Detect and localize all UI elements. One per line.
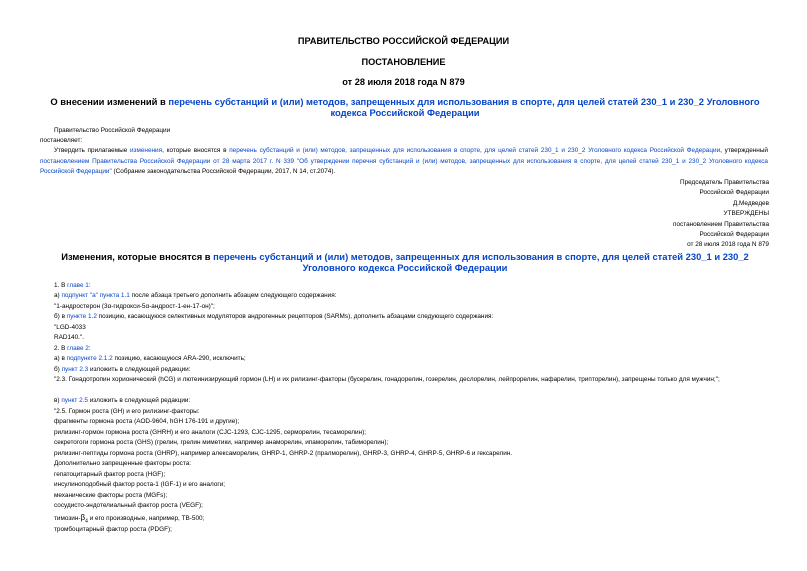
factor-line-2: рилизинг-гормон гормона роста (GHRH) и его аналоги (CJC-1293, CJC-1295, серморелин, тесаморелин); xyxy=(54,429,367,436)
signature-line-2: Российской Федерации xyxy=(699,189,769,197)
factor-line-1: фрагменты гормона роста (AOD-9604, hGH 176-191 и другие); xyxy=(54,418,240,425)
changes-link[interactable]: изменения xyxy=(129,147,163,154)
item-2c-text: изложить в следующей редакции: xyxy=(87,397,191,404)
item-2b xyxy=(54,365,191,376)
item-2-suffix: : xyxy=(88,345,91,352)
factor-line-5: Дополнительно запрещенные факторы роста: xyxy=(54,460,192,467)
factor-line-3: секретогоги гормона роста (GHS) (грелин, грелин миметики, например анаморелин, ипаморелин, табиморелин); xyxy=(54,439,389,446)
subpoint-a-link[interactable]: подпункт "а" пункта 1.1 xyxy=(61,292,130,299)
signature-block xyxy=(569,178,769,251)
resolution-title xyxy=(40,96,770,118)
factor-line-8: механические факторы роста (MGFs); xyxy=(54,492,168,499)
chapter-1-link[interactable]: главе 1 xyxy=(67,282,89,289)
factor-line-9: сосудисто-эндотелиальный фактор роста (VEGF); xyxy=(54,502,203,509)
resolution-heading: ПОСТАНОВЛЕНИЕ xyxy=(361,57,446,67)
item-1a-text: после абзаца третьего дополнить абзацем следующего содержания: xyxy=(129,292,337,299)
preamble-paragraph xyxy=(40,146,768,178)
preamble-text-b: , которые вносятся в xyxy=(162,147,230,154)
point-1-2-link[interactable]: пункте 1.2 xyxy=(66,313,97,320)
preamble-text-d: (Собрание законодательства Российской Федерации, 2017, N 14, ст.2074). xyxy=(111,168,336,175)
resolution-date: от 28 июля 2018 года N 879 xyxy=(342,77,465,87)
preamble-line-2: постановляет: xyxy=(40,137,83,144)
factor-line-4: рилизинг-пептиды гормона роста (GHRP), например алексаморелин, GHRP-1, GHRP-2 (пралморелин), GHRP-3, GHRP-4, GHRP-5, GHRP-6 и гексарелин. xyxy=(54,450,513,457)
item-2a-text: позицию, касающуюся ARA-290, исключить; xyxy=(112,355,246,362)
thymosin-suffix: и его производные, например, TB-500; xyxy=(87,515,205,522)
changes-title-prefix: Изменения, которые вносятся в xyxy=(61,251,214,262)
item-1a-prefix: а) xyxy=(54,292,62,299)
factor-line-11: тромбоцитарный фактор роста (PDGF); xyxy=(54,526,172,533)
approved-by-line: постановлением Правительства xyxy=(673,220,769,228)
factor-line-7: инсулиноподобный фактор роста-1 (IGF-1) и его аналоги; xyxy=(54,481,226,488)
list-link[interactable]: перечень субстанций и (или) методов, запрещенных для использования в спорте, для целей статей 230_1 и 230_2 Уголовного кодекса Российской Федерации xyxy=(229,147,721,154)
item-1 xyxy=(54,281,91,292)
item-1b-text: позицию, касающуюся селективных модуляторов андрогенных рецепторов (SARMs), дополнить абзацами следующего содержания: xyxy=(96,313,494,320)
item-1-suffix: : xyxy=(88,282,91,289)
factor-line-6: гепатоцитарный фактор роста (HGF); xyxy=(54,471,166,478)
item-1a xyxy=(54,291,336,302)
preamble-text-c: , утвержденный xyxy=(720,147,768,154)
approved-by-line-2: Российской Федерации xyxy=(699,231,769,239)
item-2c xyxy=(54,396,190,407)
lgd-line: "LGD-4033 xyxy=(54,324,86,331)
item-2 xyxy=(54,344,91,355)
point-2-3-text: "2.3. Гонадотропин хорионический (hCG) и лютеинизирующий гормон (LH) и их рилизинг-факторы (бусерелин, гонадорелин, гозерелин, деслорелин, лейпрорелин, нафарелин, трипторелин), запрещены только для мужчин;"; xyxy=(54,376,720,383)
item-1b xyxy=(54,312,493,323)
rad-line: RAD140.". xyxy=(54,334,84,341)
preamble-text-a: Утвердить прилагаемые xyxy=(54,147,130,154)
item-2c-prefix: в) xyxy=(54,397,62,404)
title-link[interactable]: перечень субстанций и (или) методов, запрещенных для использования в спорте, для целей статей 230_1 и 230_2 Уголовного кодекса Российской Федерации xyxy=(168,96,760,118)
item-2a xyxy=(54,354,246,365)
approved-line: УТВЕРЖДЕНЫ xyxy=(723,210,769,218)
chapter-2-link[interactable]: главе 2 xyxy=(67,345,89,352)
item-2b-prefix: б) xyxy=(54,366,62,373)
signature-line-1: Председатель Правительства xyxy=(680,179,769,186)
changes-title xyxy=(40,251,770,273)
point-2-5-link[interactable]: пункт 2.5 xyxy=(61,397,88,404)
thymosin-prefix: тимозин- xyxy=(54,515,81,522)
approved-date-line: от 28 июля 2018 года N 879 xyxy=(687,241,769,249)
beta-symbol: β xyxy=(80,513,86,522)
point-2-5-heading: "2.5. Гормон роста (GH) и его рилизинг-факторы: xyxy=(54,408,200,415)
beta-subscript: 4 xyxy=(85,518,88,525)
androsterone-line: "1-андростерон (3α-гидрокси-5α-андрост-1-ен-17-он)"; xyxy=(54,303,215,310)
subpoint-2-1-2-link[interactable]: подпункте 2.1.2 xyxy=(66,355,113,362)
point-2-3-link[interactable]: пункт 2.3 xyxy=(61,366,89,373)
item-1-prefix: 1. В xyxy=(54,282,68,289)
item-2-prefix: 2. В xyxy=(54,345,68,352)
decree-link[interactable]: постановлением Правительства Российской Федерации от 28 марта 2017 г. N 339 "Об утверждении перечня субстанций и (или) методов, запрещенных для использования в спорте, для целей статей 230_1 и 230_2 Уголовного кодекса Российской Федерации" xyxy=(40,157,768,175)
item-1b-prefix: б) в xyxy=(54,313,67,320)
preamble-line-1: Правительство Российской Федерации xyxy=(54,127,171,134)
government-heading: ПРАВИТЕЛЬСТВО РОССИЙСКОЙ ФЕДЕРАЦИИ xyxy=(297,36,510,46)
title-prefix: О внесении изменений в xyxy=(50,96,169,107)
changes-title-link[interactable]: перечень субстанций и (или) методов, запрещенных для использования в спорте, для целей статей 230_1 и 230_2 Уголовного кодекса Российской Федерации xyxy=(213,251,749,273)
item-2a-prefix: а) в xyxy=(54,355,67,362)
item-2b-text: изложить в следующей редакции: xyxy=(88,366,191,373)
signature-line-3: Д.Медведев xyxy=(732,199,769,207)
